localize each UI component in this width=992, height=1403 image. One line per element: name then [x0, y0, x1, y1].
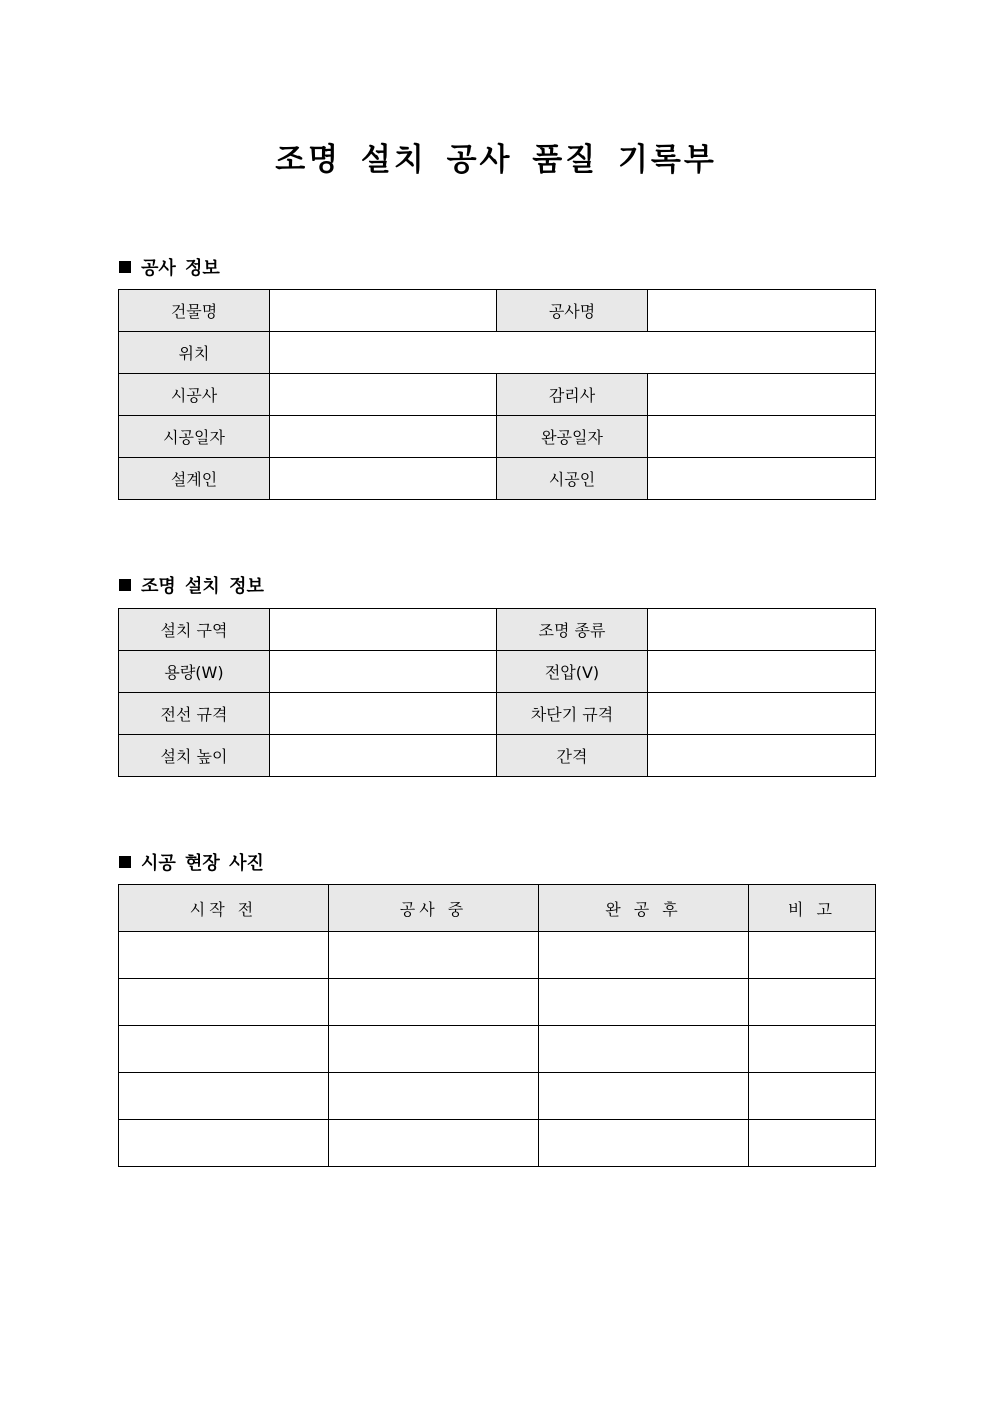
photo-during-cell[interactable] — [329, 1026, 539, 1073]
photo-after-cell[interactable] — [539, 1026, 749, 1073]
photo-during-cell[interactable] — [329, 1073, 539, 1120]
square-bullet-icon — [119, 856, 131, 868]
section-heading-label: 시공 현장 사진 — [141, 853, 264, 874]
lighting-info-table — [118, 608, 876, 777]
designer-label: 설계인 — [119, 458, 270, 500]
remarks-cell[interactable] — [749, 979, 876, 1026]
wire-spec-field[interactable] — [270, 693, 497, 735]
wire-spec-label: 전선 규격 — [119, 693, 270, 735]
photo-after-cell[interactable] — [539, 1120, 749, 1167]
photo-before-cell[interactable] — [119, 932, 329, 979]
spacing-label: 간격 — [497, 735, 648, 777]
supervisor-field[interactable] — [648, 374, 876, 416]
column-header-remarks: 비 고 — [749, 885, 876, 932]
voltage-label: 전압(V) — [497, 651, 648, 693]
install-area-field[interactable] — [270, 609, 497, 651]
photo-before-cell[interactable] — [119, 1120, 329, 1167]
location-label: 위치 — [119, 332, 270, 374]
capacity-field[interactable] — [270, 651, 497, 693]
table-row — [119, 1120, 876, 1167]
table-row — [119, 458, 876, 500]
location-field[interactable] — [270, 332, 876, 374]
section-heading-project-info — [119, 254, 220, 280]
building-name-label: 건물명 — [119, 290, 270, 332]
project-name-field[interactable] — [648, 290, 876, 332]
start-date-field[interactable] — [270, 416, 497, 458]
breaker-spec-field[interactable] — [648, 693, 876, 735]
square-bullet-icon — [119, 261, 131, 273]
spacing-field[interactable] — [648, 735, 876, 777]
builder-field[interactable] — [648, 458, 876, 500]
capacity-label: 용량(W) — [119, 651, 270, 693]
column-header-during: 공사 중 — [329, 885, 539, 932]
building-name-field[interactable] — [270, 290, 497, 332]
remarks-cell[interactable] — [749, 932, 876, 979]
completion-date-field[interactable] — [648, 416, 876, 458]
completion-date-label: 완공일자 — [497, 416, 648, 458]
table-row — [119, 290, 876, 332]
photo-during-cell[interactable] — [329, 932, 539, 979]
table-row — [119, 1073, 876, 1120]
table-row — [119, 374, 876, 416]
photo-during-cell[interactable] — [329, 979, 539, 1026]
section-heading-lighting-info — [119, 572, 264, 598]
photo-before-cell[interactable] — [119, 979, 329, 1026]
contractor-label: 시공사 — [119, 374, 270, 416]
section-heading-label: 공사 정보 — [141, 258, 220, 279]
remarks-cell[interactable] — [749, 1073, 876, 1120]
table-row — [119, 332, 876, 374]
page-title: 조명 설치 공사 품질 기록부 — [275, 142, 717, 178]
photo-after-cell[interactable] — [539, 979, 749, 1026]
section-heading-label: 조명 설치 정보 — [141, 576, 264, 597]
table-row — [119, 979, 876, 1026]
table-row — [119, 735, 876, 777]
install-area-label: 설치 구역 — [119, 609, 270, 651]
lighting-type-label: 조명 종류 — [497, 609, 648, 651]
supervisor-label: 감리사 — [497, 374, 648, 416]
install-height-field[interactable] — [270, 735, 497, 777]
project-name-label: 공사명 — [497, 290, 648, 332]
site-photos-table — [118, 884, 876, 1167]
table-row — [119, 609, 876, 651]
designer-field[interactable] — [270, 458, 497, 500]
breaker-spec-label: 차단기 규격 — [497, 693, 648, 735]
table-row — [119, 1026, 876, 1073]
photo-during-cell[interactable] — [329, 1120, 539, 1167]
table-row — [119, 651, 876, 693]
contractor-field[interactable] — [270, 374, 497, 416]
install-height-label: 설치 높이 — [119, 735, 270, 777]
remarks-cell[interactable] — [749, 1026, 876, 1073]
project-info-table — [118, 289, 876, 500]
builder-label: 시공인 — [497, 458, 648, 500]
column-header-before: 시작 전 — [119, 885, 329, 932]
column-header-after: 완 공 후 — [539, 885, 749, 932]
photo-after-cell[interactable] — [539, 932, 749, 979]
table-header-row — [119, 885, 876, 932]
table-row — [119, 416, 876, 458]
photo-before-cell[interactable] — [119, 1073, 329, 1120]
lighting-type-field[interactable] — [648, 609, 876, 651]
table-row — [119, 932, 876, 979]
voltage-field[interactable] — [648, 651, 876, 693]
table-row — [119, 693, 876, 735]
start-date-label: 시공일자 — [119, 416, 270, 458]
photo-before-cell[interactable] — [119, 1026, 329, 1073]
photo-after-cell[interactable] — [539, 1073, 749, 1120]
square-bullet-icon — [119, 579, 131, 591]
remarks-cell[interactable] — [749, 1120, 876, 1167]
section-heading-site-photos — [119, 849, 264, 875]
